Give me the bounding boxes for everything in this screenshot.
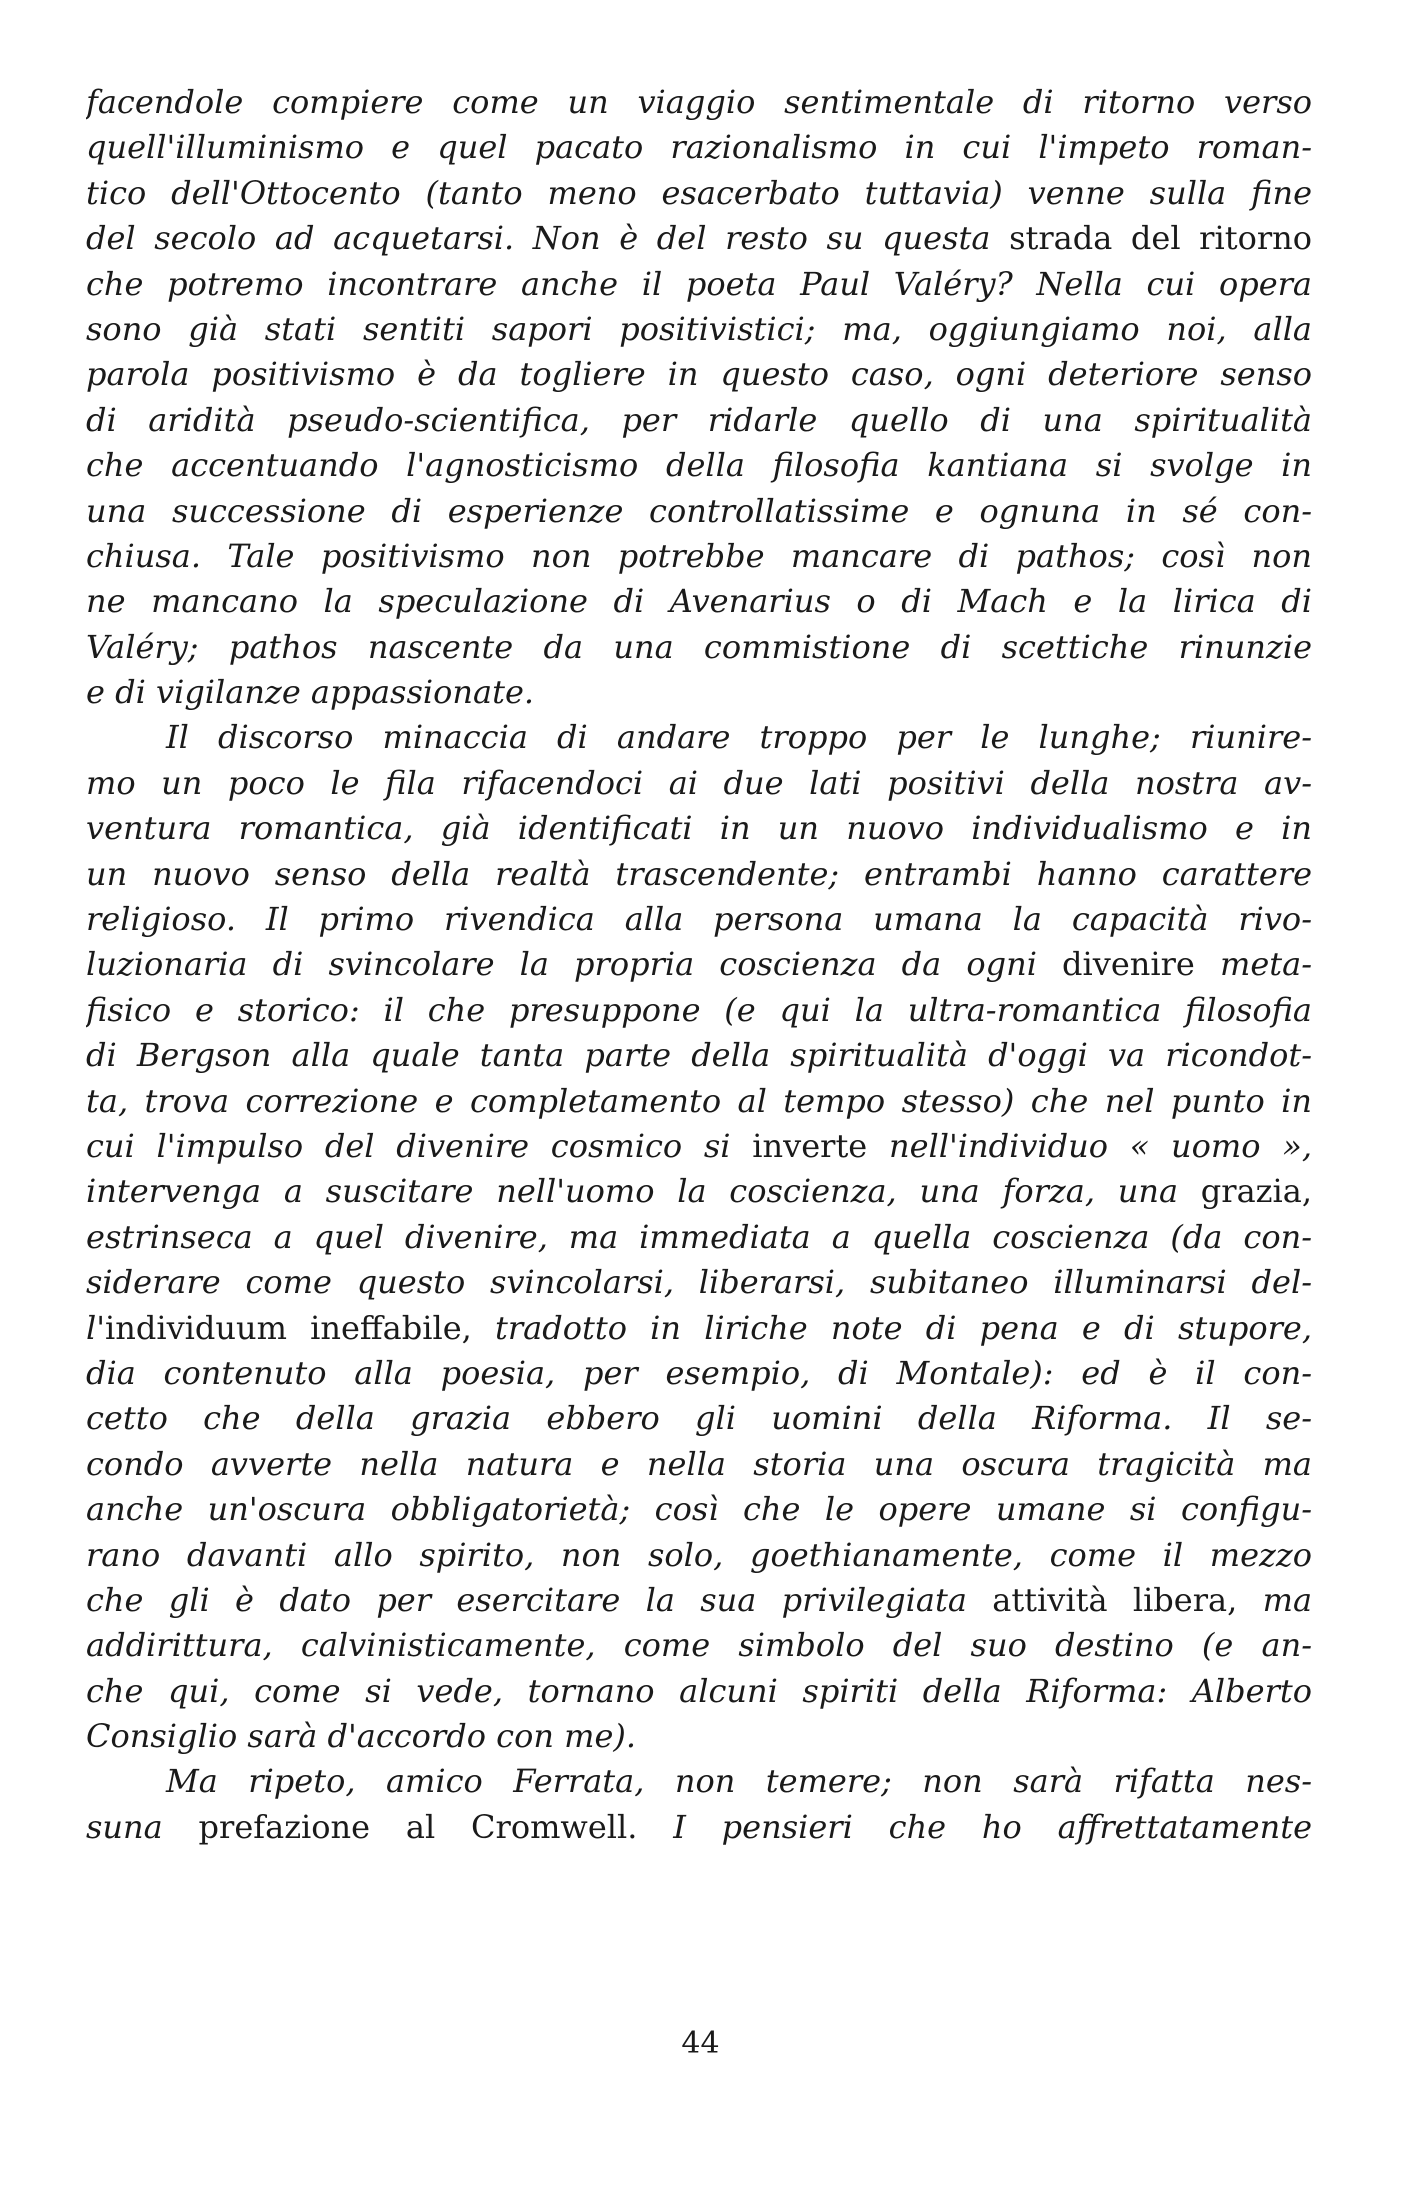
text-segment: grazia, — [1200, 1172, 1312, 1211]
text-line — [86, 1487, 1312, 1532]
text-line — [86, 806, 1312, 851]
text-segment: I pensieri che ho affrettatamente — [637, 1807, 1312, 1846]
text-line — [86, 398, 1312, 443]
text-line — [86, 670, 1312, 715]
text-line — [86, 171, 1312, 216]
text-segment: ventura romantica, già identificati in un nuovo individualismo e in — [86, 809, 1312, 848]
text-segment: l' — [86, 1308, 106, 1347]
text-segment: e di vigilanze appassionate. — [86, 673, 535, 712]
text-segment: intervenga a suscitare nell'uomo la coscienza, una forza, una — [86, 1172, 1201, 1211]
body-text — [86, 80, 1312, 1850]
text-line — [86, 352, 1312, 397]
text-segment: del secolo ad acquetarsi. Non è del resto su questa — [86, 219, 1010, 258]
text-segment: siderare come questo svincolarsi, liberarsi, subitaneo illuminarsi del- — [86, 1263, 1312, 1302]
text-line — [86, 1805, 1312, 1850]
text-segment: fisico e storico: il che presuppone (e qui la ultra-romantica filosofia — [86, 990, 1312, 1029]
text-line — [86, 897, 1312, 942]
text-segment: ne mancano la speculazione di Avenarius o di Mach e la lirica di — [86, 582, 1312, 621]
text-line — [86, 761, 1312, 806]
text-segment: tradotto in liriche note di pena e di stupore, — [471, 1308, 1312, 1347]
text-line — [86, 942, 1312, 987]
text-segment: suna — [86, 1807, 199, 1846]
text-line — [86, 125, 1312, 170]
text-line — [86, 534, 1312, 579]
text-segment: addirittura, calvinisticamente, come simbolo del suo destino (e an- — [86, 1626, 1312, 1665]
text-segment: cui l'impulso del divenire cosmico si — [86, 1126, 753, 1165]
text-line — [86, 1079, 1312, 1124]
text-line — [86, 1442, 1312, 1487]
text-segment: dia contenuto alla poesia, per esempio, di Montale): ed è il con- — [86, 1353, 1312, 1392]
text-segment: quell'illuminismo e quel pacato razionalismo in cui l'impeto roman- — [86, 128, 1312, 167]
text-segment: luzionaria di svincolare la propria coscienza da ogni — [86, 945, 1063, 984]
text-segment: meta- — [1194, 945, 1312, 984]
text-segment: inverte — [752, 1126, 868, 1165]
text-segment: un nuovo senso della realtà trascendente; entrambi hanno carattere — [86, 854, 1312, 893]
text-line — [86, 216, 1312, 261]
text-line — [86, 1669, 1312, 1714]
text-line — [86, 489, 1312, 534]
text-line — [86, 1215, 1312, 1260]
text-line — [86, 1351, 1312, 1396]
text-line — [86, 1124, 1312, 1169]
text-segment: rano davanti allo spirito, non solo, goethianamente, come il mezzo — [86, 1535, 1312, 1574]
text-line — [86, 715, 1312, 760]
text-line — [86, 625, 1312, 670]
text-segment: che accentuando l'agnosticismo della filosofia kantiana si svolge in — [86, 446, 1312, 485]
text-segment: mo un poco le fila rifacendoci ai due lati positivi della nostra av- — [86, 763, 1312, 802]
text-segment: che potremo incontrare anche il poeta Paul Valéry? Nella cui opera — [86, 264, 1312, 303]
text-segment: che qui, come si vede, tornano alcuni spiriti della Riforma: Alberto — [86, 1671, 1312, 1710]
text-segment: attività libera, — [992, 1580, 1238, 1619]
text-segment: anche un'oscura obbligatorietà; così che le opere umane si configu- — [86, 1490, 1312, 1529]
text-segment: Il discorso minaccia di andare troppo per le lunghe; riunire- — [166, 718, 1312, 757]
text-line — [86, 1169, 1312, 1214]
text-line — [86, 262, 1312, 307]
text-segment: religioso. Il primo rivendica alla persona umana la capacità rivo- — [86, 900, 1312, 939]
text-segment: chiusa. Tale positivismo non potrebbe mancare di pathos; così non — [86, 536, 1312, 575]
text-segment: individuum ineffabile, — [105, 1308, 472, 1347]
text-segment: nell'individuo « uomo », — [867, 1126, 1312, 1165]
text-segment: di Bergson alla quale tanta parte della spiritualità d'oggi va ricondot- — [86, 1036, 1312, 1075]
text-line — [86, 579, 1312, 624]
text-segment: Consiglio sarà d'accordo con me). — [86, 1717, 637, 1756]
text-line — [86, 80, 1312, 125]
page-number: 44 — [681, 2026, 720, 2061]
text-line — [86, 1260, 1312, 1305]
text-segment: sono già stati sentiti sapori positivistici; ma, oggiungiamo noi, alla — [86, 309, 1312, 348]
text-segment: di aridità pseudo-scientifica, per ridarle quello di una spiritualità — [86, 400, 1312, 439]
text-line — [86, 1396, 1312, 1441]
text-segment: condo avverte nella natura e nella storia una oscura tragicità ma — [86, 1444, 1312, 1483]
text-segment: Valéry; pathos nascente da una commistione di scettiche rinunzie — [86, 627, 1312, 666]
text-line — [86, 307, 1312, 352]
text-segment: cetto che della grazia ebbero gli uomini della Riforma. Il se- — [86, 1399, 1312, 1438]
text-segment: Ma ripeto, amico Ferrata, non temere; non sarà rifatta nes- — [166, 1762, 1312, 1801]
text-line — [86, 443, 1312, 488]
text-line — [86, 1533, 1312, 1578]
text-segment: divenire — [1062, 945, 1195, 984]
text-segment: che gli è dato per esercitare la sua privilegiata — [86, 1580, 993, 1619]
text-segment: tico dell'Ottocento (tanto meno esacerbato tuttavia) venne sulla fine — [86, 173, 1312, 212]
text-segment: prefazione al Cromwell. — [198, 1807, 638, 1846]
text-line — [86, 1623, 1312, 1668]
text-segment: facendole compiere come un viaggio sentimentale di ritorno verso — [86, 83, 1312, 121]
text-line — [86, 1759, 1312, 1804]
text-segment: strada del ritorno — [1009, 219, 1312, 258]
text-line — [86, 988, 1312, 1033]
text-segment: parola positivismo è da togliere in questo caso, ogni deteriore senso — [86, 355, 1312, 394]
text-line — [86, 1033, 1312, 1078]
text-segment: ta, trova correzione e completamento al tempo stesso) che nel punto in — [86, 1081, 1312, 1120]
text-line — [86, 1714, 1312, 1759]
text-line — [86, 1578, 1312, 1623]
text-segment: ma — [1237, 1580, 1312, 1619]
text-line — [86, 852, 1312, 897]
text-segment: estrinseca a quel divenire, ma immediata a quella coscienza (da con- — [86, 1217, 1312, 1256]
text-segment: una successione di esperienze controllatissime e ognuna in sé con- — [86, 491, 1312, 530]
text-line — [86, 1306, 1312, 1351]
